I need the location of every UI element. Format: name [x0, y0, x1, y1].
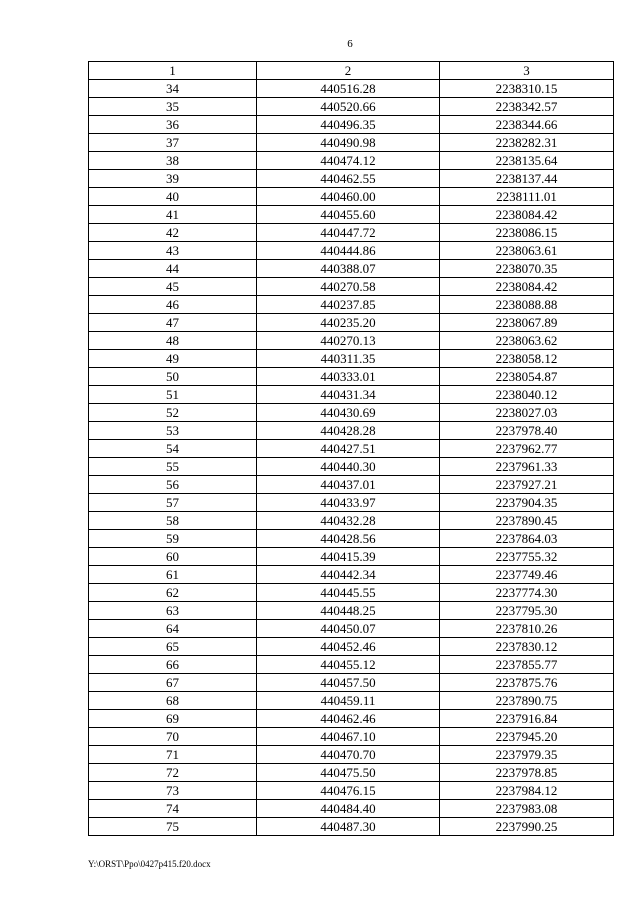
table-row: [89, 656, 614, 674]
table-row: [89, 494, 614, 512]
point-number-cell: 45: [89, 278, 257, 296]
x-coordinate-cell: 440516.28: [257, 80, 440, 98]
y-coordinate-cell: 2238063.62: [440, 332, 614, 350]
point-number-cell: 62: [89, 584, 257, 602]
point-number-cell: 63: [89, 602, 257, 620]
y-coordinate-cell: 2237749.46: [440, 566, 614, 584]
point-number-cell: 36: [89, 116, 257, 134]
point-number-cell: 47: [89, 314, 257, 332]
table-row: [89, 296, 614, 314]
table-row: [89, 332, 614, 350]
x-coordinate-cell: 440448.25: [257, 602, 440, 620]
y-coordinate-cell: 2238310.15: [440, 80, 614, 98]
table-row: [89, 566, 614, 584]
point-number-cell: 71: [89, 746, 257, 764]
table-row: [89, 746, 614, 764]
table-row: [89, 728, 614, 746]
y-coordinate-cell: 2238086.15: [440, 224, 614, 242]
point-number-cell: 75: [89, 818, 257, 836]
y-coordinate-cell: 2237979.35: [440, 746, 614, 764]
point-number-cell: 46: [89, 296, 257, 314]
point-number-cell: 69: [89, 710, 257, 728]
x-coordinate-cell: 440470.70: [257, 746, 440, 764]
point-number-cell: 44: [89, 260, 257, 278]
x-coordinate-cell: 440237.85: [257, 296, 440, 314]
table-row: [89, 350, 614, 368]
point-number-cell: 58: [89, 512, 257, 530]
point-number-cell: 53: [89, 422, 257, 440]
y-coordinate-cell: 2237890.45: [440, 512, 614, 530]
point-number-cell: 43: [89, 242, 257, 260]
y-coordinate-cell: 2238054.87: [440, 368, 614, 386]
table-row: [89, 368, 614, 386]
x-coordinate-cell: 440428.28: [257, 422, 440, 440]
y-coordinate-cell: 2237961.33: [440, 458, 614, 476]
table-row: [89, 530, 614, 548]
header-row: [89, 62, 614, 80]
y-coordinate-cell: 2238063.61: [440, 242, 614, 260]
y-coordinate-cell: 2238344.66: [440, 116, 614, 134]
x-coordinate-cell: 440270.58: [257, 278, 440, 296]
file-path-footer: Y:\ORST\Ppo\0427p415.f20.docx: [88, 859, 211, 869]
y-coordinate-cell: 2238070.35: [440, 260, 614, 278]
x-coordinate-cell: 440440.30: [257, 458, 440, 476]
x-coordinate-cell: 440455.12: [257, 656, 440, 674]
x-coordinate-cell: 440432.28: [257, 512, 440, 530]
header-col-1: 1: [89, 62, 257, 80]
table-row: [89, 512, 614, 530]
table-row: [89, 170, 614, 188]
point-number-cell: 55: [89, 458, 257, 476]
coordinates-table: [88, 61, 614, 836]
table-row: [89, 476, 614, 494]
table-row: [89, 98, 614, 116]
x-coordinate-cell: 440431.34: [257, 386, 440, 404]
point-number-cell: 49: [89, 350, 257, 368]
x-coordinate-cell: 440490.98: [257, 134, 440, 152]
point-number-cell: 35: [89, 98, 257, 116]
page-number: 6: [347, 38, 353, 50]
table-row: [89, 548, 614, 566]
x-coordinate-cell: 440445.55: [257, 584, 440, 602]
x-coordinate-cell: 440388.07: [257, 260, 440, 278]
point-number-cell: 70: [89, 728, 257, 746]
y-coordinate-cell: 2237904.35: [440, 494, 614, 512]
point-number-cell: 51: [89, 386, 257, 404]
table-row: [89, 188, 614, 206]
table-row: [89, 674, 614, 692]
y-coordinate-cell: 2237810.26: [440, 620, 614, 638]
x-coordinate-cell: 440437.01: [257, 476, 440, 494]
table-row: [89, 206, 614, 224]
point-number-cell: 57: [89, 494, 257, 512]
y-coordinate-cell: 2238135.64: [440, 152, 614, 170]
x-coordinate-cell: 440455.60: [257, 206, 440, 224]
point-number-cell: 40: [89, 188, 257, 206]
y-coordinate-cell: 2237830.12: [440, 638, 614, 656]
y-coordinate-cell: 2237795.30: [440, 602, 614, 620]
point-number-cell: 59: [89, 530, 257, 548]
x-coordinate-cell: 440430.69: [257, 404, 440, 422]
point-number-cell: 60: [89, 548, 257, 566]
table-row: [89, 224, 614, 242]
table-row: [89, 116, 614, 134]
table-row: [89, 242, 614, 260]
point-number-cell: 38: [89, 152, 257, 170]
point-number-cell: 39: [89, 170, 257, 188]
y-coordinate-cell: 2237774.30: [440, 584, 614, 602]
x-coordinate-cell: 440235.20: [257, 314, 440, 332]
x-coordinate-cell: 440520.66: [257, 98, 440, 116]
y-coordinate-cell: 2237945.20: [440, 728, 614, 746]
x-coordinate-cell: 440467.10: [257, 728, 440, 746]
table-row: [89, 602, 614, 620]
x-coordinate-cell: 440447.72: [257, 224, 440, 242]
y-coordinate-cell: 2238282.31: [440, 134, 614, 152]
y-coordinate-cell: 2238111.01: [440, 188, 614, 206]
point-number-cell: 48: [89, 332, 257, 350]
y-coordinate-cell: 2237927.21: [440, 476, 614, 494]
point-number-cell: 61: [89, 566, 257, 584]
x-coordinate-cell: 440462.46: [257, 710, 440, 728]
point-number-cell: 37: [89, 134, 257, 152]
point-number-cell: 41: [89, 206, 257, 224]
point-number-cell: 34: [89, 80, 257, 98]
x-coordinate-cell: 440474.12: [257, 152, 440, 170]
table-row: [89, 692, 614, 710]
x-coordinate-cell: 440427.51: [257, 440, 440, 458]
table-row: [89, 818, 614, 836]
point-number-cell: 74: [89, 800, 257, 818]
y-coordinate-cell: 2237755.32: [440, 548, 614, 566]
table-row: [89, 260, 614, 278]
x-coordinate-cell: 440484.40: [257, 800, 440, 818]
y-coordinate-cell: 2237990.25: [440, 818, 614, 836]
x-coordinate-cell: 440487.30: [257, 818, 440, 836]
point-number-cell: 56: [89, 476, 257, 494]
y-coordinate-cell: 2237983.08: [440, 800, 614, 818]
point-number-cell: 66: [89, 656, 257, 674]
y-coordinate-cell: 2238067.89: [440, 314, 614, 332]
x-coordinate-cell: 440444.86: [257, 242, 440, 260]
y-coordinate-cell: 2238088.88: [440, 296, 614, 314]
table-row: [89, 710, 614, 728]
point-number-cell: 73: [89, 782, 257, 800]
table-header: [89, 62, 614, 80]
table-row: [89, 314, 614, 332]
x-coordinate-cell: 440270.13: [257, 332, 440, 350]
y-coordinate-cell: 2237916.84: [440, 710, 614, 728]
x-coordinate-cell: 440460.00: [257, 188, 440, 206]
x-coordinate-cell: 440457.50: [257, 674, 440, 692]
table-row: [89, 638, 614, 656]
table-row: [89, 80, 614, 98]
y-coordinate-cell: 2237864.03: [440, 530, 614, 548]
y-coordinate-cell: 2237978.85: [440, 764, 614, 782]
header-col-3: 3: [440, 62, 614, 80]
y-coordinate-cell: 2238040.12: [440, 386, 614, 404]
y-coordinate-cell: 2237984.12: [440, 782, 614, 800]
point-number-cell: 67: [89, 674, 257, 692]
x-coordinate-cell: 440450.07: [257, 620, 440, 638]
x-coordinate-cell: 440475.50: [257, 764, 440, 782]
table-row: [89, 386, 614, 404]
point-number-cell: 50: [89, 368, 257, 386]
x-coordinate-cell: 440442.34: [257, 566, 440, 584]
x-coordinate-cell: 440496.35: [257, 116, 440, 134]
table-row: [89, 584, 614, 602]
header-col-2: 2: [257, 62, 440, 80]
x-coordinate-cell: 440462.55: [257, 170, 440, 188]
point-number-cell: 52: [89, 404, 257, 422]
table-row: [89, 458, 614, 476]
y-coordinate-cell: 2237855.77: [440, 656, 614, 674]
point-number-cell: 72: [89, 764, 257, 782]
y-coordinate-cell: 2238137.44: [440, 170, 614, 188]
y-coordinate-cell: 2237875.76: [440, 674, 614, 692]
y-coordinate-cell: 2237890.75: [440, 692, 614, 710]
y-coordinate-cell: 2237978.40: [440, 422, 614, 440]
table-row: [89, 134, 614, 152]
table-row: [89, 620, 614, 638]
x-coordinate-cell: 440459.11: [257, 692, 440, 710]
point-number-cell: 65: [89, 638, 257, 656]
x-coordinate-cell: 440415.39: [257, 548, 440, 566]
y-coordinate-cell: 2237962.77: [440, 440, 614, 458]
x-coordinate-cell: 440311.35: [257, 350, 440, 368]
point-number-cell: 54: [89, 440, 257, 458]
y-coordinate-cell: 2238027.03: [440, 404, 614, 422]
table-row: [89, 404, 614, 422]
table-row: [89, 422, 614, 440]
table-row: [89, 152, 614, 170]
point-number-cell: 42: [89, 224, 257, 242]
x-coordinate-cell: 440428.56: [257, 530, 440, 548]
table-row: [89, 782, 614, 800]
y-coordinate-cell: 2238058.12: [440, 350, 614, 368]
x-coordinate-cell: 440333.01: [257, 368, 440, 386]
y-coordinate-cell: 2238084.42: [440, 278, 614, 296]
table-row: [89, 278, 614, 296]
x-coordinate-cell: 440433.97: [257, 494, 440, 512]
point-number-cell: 64: [89, 620, 257, 638]
x-coordinate-cell: 440476.15: [257, 782, 440, 800]
table-body: [89, 80, 614, 836]
table-row: [89, 800, 614, 818]
x-coordinate-cell: 440452.46: [257, 638, 440, 656]
point-number-cell: 68: [89, 692, 257, 710]
table-row: [89, 764, 614, 782]
table-row: [89, 440, 614, 458]
y-coordinate-cell: 2238342.57: [440, 98, 614, 116]
y-coordinate-cell: 2238084.42: [440, 206, 614, 224]
